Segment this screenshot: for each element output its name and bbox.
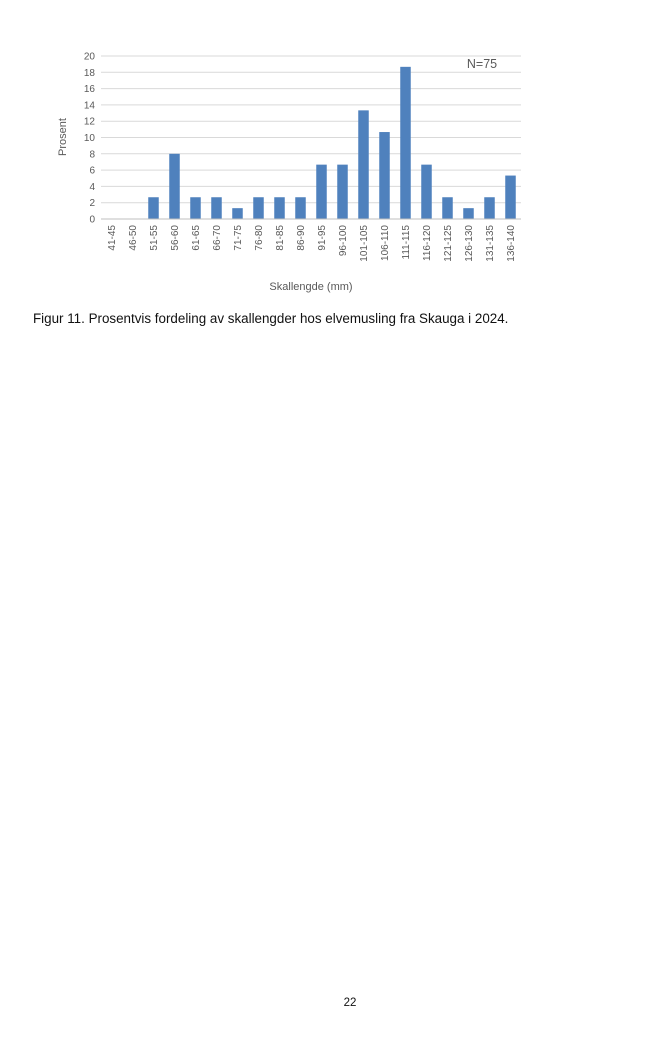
y-tick-label: 2 [89, 198, 95, 210]
bar [484, 197, 495, 219]
x-tick-label: 131-135 [485, 225, 496, 262]
y-axis-title: Prosent [57, 118, 69, 156]
bar [253, 197, 264, 219]
bar [295, 197, 306, 219]
y-tick-label: 6 [89, 165, 95, 177]
page-number: 22 [343, 997, 357, 1009]
bar [400, 67, 411, 219]
x-tick-label: 96-100 [338, 225, 349, 257]
x-tick-label: 51-55 [149, 225, 160, 251]
x-tick-label: 111-115 [401, 225, 412, 260]
y-tick-label: 16 [83, 84, 95, 96]
y-tick-label: 4 [89, 181, 95, 193]
bar [379, 132, 390, 219]
x-tick-label: 66-70 [212, 225, 223, 251]
figure-11-chart [0, 0, 656, 305]
bar [316, 165, 327, 219]
x-tick-label: 106-110 [380, 225, 391, 261]
x-tick-label: 86-90 [296, 225, 307, 251]
x-axis-title: Skallengde (mm) [269, 281, 353, 293]
bar-chart [0, 0, 656, 305]
bar [274, 197, 285, 219]
bar [169, 154, 180, 219]
y-tick-label: 18 [83, 67, 95, 79]
y-tick-label: 8 [89, 149, 95, 161]
x-tick-label: 126-130 [464, 225, 475, 262]
x-tick-label: 136-140 [506, 225, 517, 262]
y-tick-label: 0 [89, 214, 95, 226]
figure-caption: Figur 11. Prosentvis fordeling av skallengder hos elvemusling fra Skauga i 2024. [33, 311, 509, 326]
y-tick-label: 14 [83, 100, 95, 112]
x-tick-label: 46-50 [128, 225, 139, 251]
bar [337, 165, 348, 219]
x-tick-label: 56-60 [170, 225, 181, 251]
x-tick-label: 61-65 [191, 225, 202, 251]
bar [190, 197, 201, 219]
bar [421, 165, 432, 219]
bar [442, 197, 453, 219]
bar [505, 176, 516, 219]
x-tick-label: 116-120 [422, 225, 433, 261]
bar [358, 110, 369, 219]
annotation-n: N=75 [466, 57, 498, 71]
bar [232, 208, 243, 219]
y-tick-label: 10 [83, 133, 95, 144]
x-tick-label: 81-85 [275, 225, 286, 251]
bar [211, 197, 222, 219]
y-tick-label: 12 [83, 116, 95, 128]
x-tick-label: 91-95 [317, 225, 328, 251]
x-tick-label: 76-80 [254, 225, 265, 251]
x-tick-label: 71-75 [233, 225, 244, 251]
x-tick-label: 121-125 [443, 225, 454, 262]
y-tick-label: 20 [83, 51, 95, 63]
bar [463, 208, 474, 219]
bar [148, 197, 159, 219]
x-tick-label: 101-105 [359, 225, 370, 262]
x-tick-label: 41-45 [107, 225, 118, 251]
